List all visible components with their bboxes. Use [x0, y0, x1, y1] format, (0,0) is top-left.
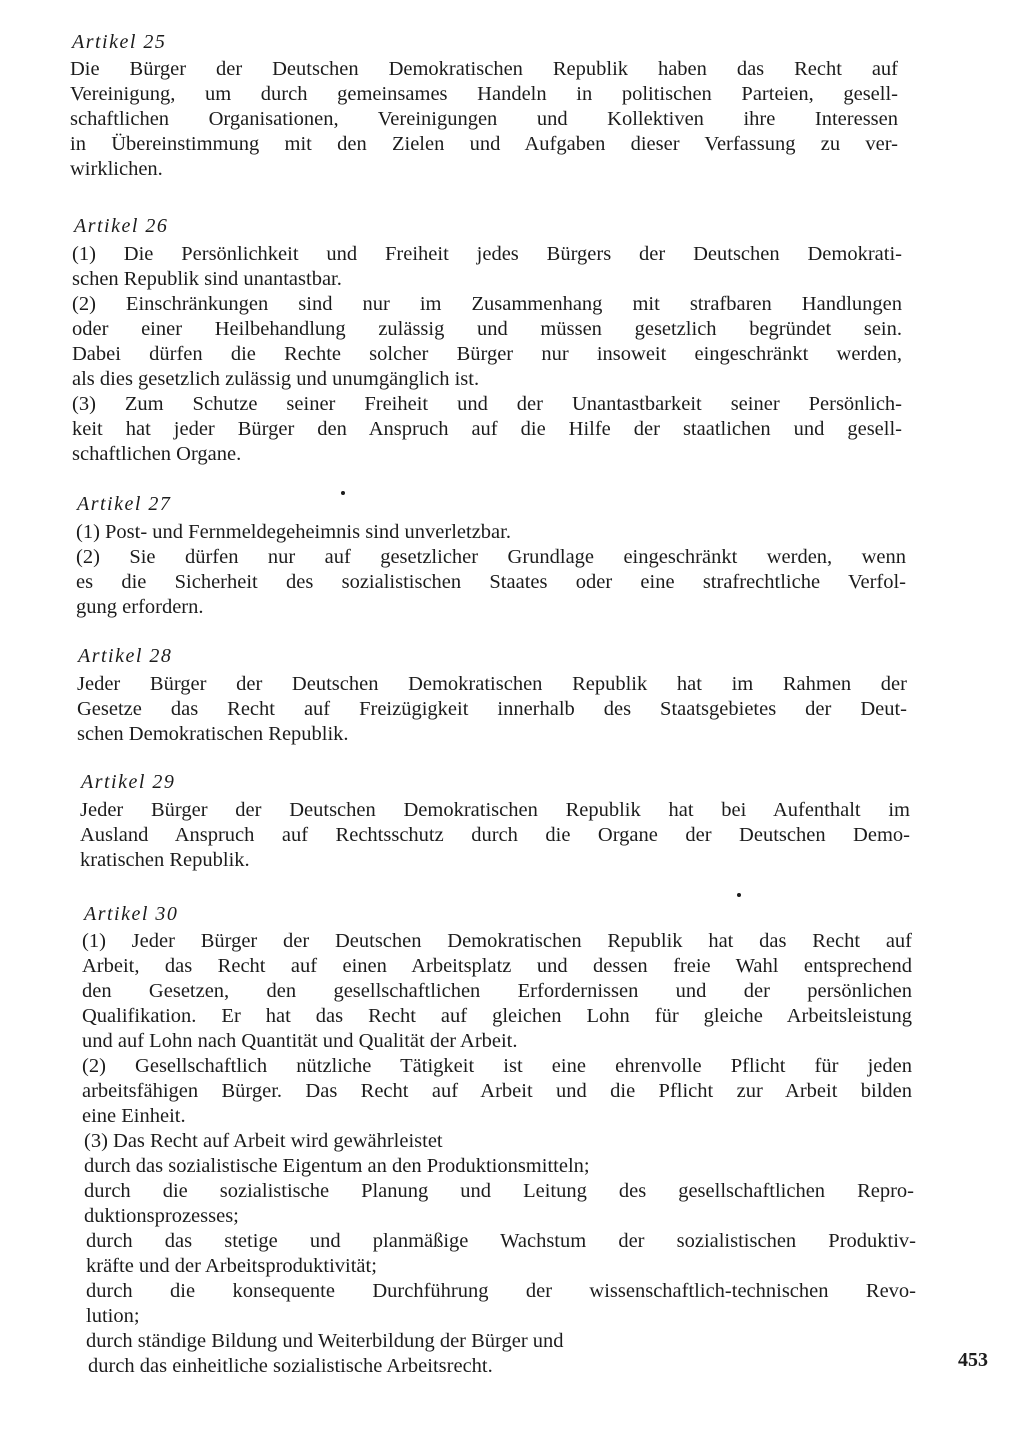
- article-heading: Artikel 27: [77, 493, 172, 515]
- text-line: durch ständige Bildung und Weiterbildung der Bürger und: [86, 1330, 564, 1352]
- text-line: durch das stetige und planmäßige Wachstum der sozialistischen Produktiv-: [86, 1230, 916, 1252]
- text-line: Arbeit, das Recht auf einen Arbeitsplatz und dessen freie Wahl entsprechend: [82, 955, 912, 977]
- text-line: Die Bürger der Deutschen Demokratischen Republik haben das Recht auf: [70, 58, 898, 80]
- text-line: keit hat jeder Bürger den Anspruch auf die Hilfe der staatlichen und gesell-: [72, 418, 902, 440]
- text-line: (1) Post- und Fernmeldegeheimnis sind unverletzbar.: [76, 521, 511, 543]
- text-line: (2) Einschränkungen sind nur im Zusammenhang mit strafbaren Handlungen: [72, 293, 902, 315]
- article-heading: Artikel 30: [84, 903, 179, 925]
- text-line: als dies gesetzlich zulässig und unumgänglich ist.: [72, 368, 480, 390]
- text-line: (2) Gesellschaftlich nützliche Tätigkeit ist eine ehrenvolle Pflicht für jeden: [82, 1055, 912, 1077]
- text-line: (3) Das Recht auf Arbeit wird gewährleistet: [84, 1130, 443, 1152]
- text-line: gung erfordern.: [76, 596, 204, 618]
- scan-speck: [341, 491, 345, 495]
- text-line: durch die konsequente Durchführung der wissenschaftlich-technischen Revo-: [86, 1280, 916, 1302]
- text-line: und auf Lohn nach Quantität und Qualität der Arbeit.: [82, 1030, 518, 1052]
- text-line: Qualifikation. Er hat das Recht auf gleichen Lohn für gleiche Arbeitsleistung: [82, 1005, 912, 1027]
- text-line: Jeder Bürger der Deutschen Demokratischen Republik hat bei Aufenthalt im: [80, 799, 910, 821]
- text-line: wirklichen.: [70, 158, 163, 180]
- text-line: kräfte und der Arbeitsproduktivität;: [86, 1255, 377, 1277]
- text-line: Ausland Anspruch auf Rechtsschutz durch die Organe der Deutschen Demo-: [80, 824, 910, 846]
- text-line: (1) Die Persönlichkeit und Freiheit jedes Bürgers der Deutschen Demokrati-: [72, 243, 902, 265]
- text-line: den Gesetzen, den gesellschaftlichen Erfordernissen und der persönlichen: [82, 980, 912, 1002]
- text-line: schaftlichen Organisationen, Vereinigungen und Kollektiven ihre Interessen: [70, 108, 898, 130]
- article-heading: Artikel 25: [72, 31, 167, 53]
- article-heading: Artikel 28: [78, 645, 173, 667]
- text-line: durch die sozialistische Planung und Leitung des gesellschaftlichen Repro-: [84, 1180, 914, 1202]
- article-heading: Artikel 29: [81, 771, 176, 793]
- text-line: oder einer Heilbehandlung zulässig und müssen gesetzlich begründet sein.: [72, 318, 902, 340]
- text-line: durch das einheitliche sozialistische Arbeitsrecht.: [88, 1355, 493, 1377]
- text-line: Jeder Bürger der Deutschen Demokratischen Republik hat im Rahmen der: [77, 673, 907, 695]
- text-line: schaftlichen Organe.: [72, 443, 242, 465]
- text-line: (3) Zum Schutze seiner Freiheit und der Unantastbarkeit seiner Persönlich-: [72, 393, 902, 415]
- text-line: durch das sozialistische Eigentum an den Produktionsmitteln;: [84, 1155, 590, 1177]
- text-line: es die Sicherheit des sozialistischen Staates oder eine strafrechtliche Verfol-: [76, 571, 906, 593]
- text-line: lution;: [86, 1305, 140, 1327]
- text-line: kratischen Republik.: [80, 849, 250, 871]
- text-line: Vereinigung, um durch gemeinsames Handeln in politischen Parteien, gesell-: [70, 83, 898, 105]
- scan-speck: [737, 893, 741, 897]
- text-line: (2) Sie dürfen nur auf gesetzlicher Grundlage eingeschränkt werden, wenn: [76, 546, 906, 568]
- text-line: Gesetze das Recht auf Freizügigkeit innerhalb des Staatsgebietes der Deut-: [77, 698, 907, 720]
- text-line: arbeitsfähigen Bürger. Das Recht auf Arbeit und die Pflicht zur Arbeit bilden: [82, 1080, 912, 1102]
- text-line: in Übereinstimmung mit den Zielen und Aufgaben dieser Verfassung zu ver-: [70, 133, 898, 155]
- text-line: schen Demokratischen Republik.: [77, 723, 349, 745]
- text-line: duktionsprozesses;: [84, 1205, 239, 1227]
- text-line: (1) Jeder Bürger der Deutschen Demokratischen Republik hat das Recht auf: [82, 930, 912, 952]
- page-number: 453: [958, 1349, 988, 1371]
- text-line: schen Republik sind unantastbar.: [72, 268, 342, 290]
- text-line: Dabei dürfen die Rechte solcher Bürger nur insoweit eingeschränkt werden,: [72, 343, 902, 365]
- article-heading: Artikel 26: [74, 215, 169, 237]
- text-line: eine Einheit.: [82, 1105, 186, 1127]
